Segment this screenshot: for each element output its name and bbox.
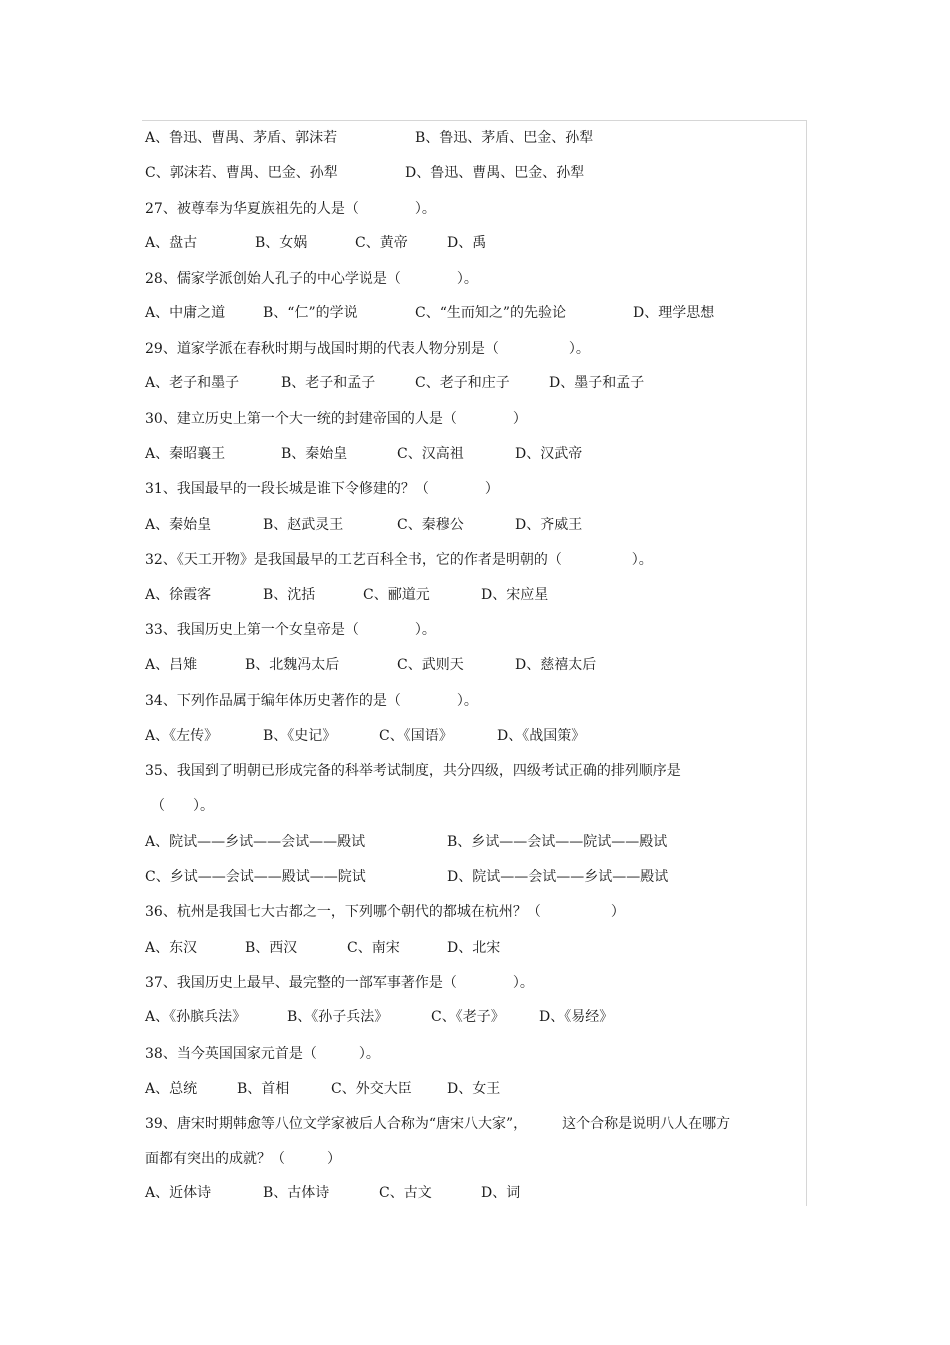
question-line: 27、被尊奉为华夏族祖先的人是（ ）。	[145, 201, 436, 217]
answer-option: C、南宋	[347, 940, 400, 956]
answer-option: D、齐威王	[515, 517, 583, 533]
answer-option: D、墨子和孟子	[549, 375, 645, 391]
answer-option: B、西汉	[245, 940, 298, 956]
answer-option: B、乡试——会试——院试——殿试	[447, 834, 668, 850]
answer-option: D、院试——会试——乡试——殿试	[447, 869, 669, 885]
question-line: 36、杭州是我国七大古都之一，下列哪个朝代的都城在杭州？（ ）	[145, 904, 625, 920]
answer-option: D、鲁迅、曹禺、巴金、孙犁	[405, 165, 585, 181]
answer-option: B、赵武灵王	[263, 517, 344, 533]
answer-option: C、“生而知之”的先验论	[415, 305, 567, 321]
answer-option: A、院试——乡试——会试——殿试	[145, 834, 366, 850]
question-line: 38、当今英国国家元首是（ ）。	[145, 1046, 380, 1062]
question-line: 35、我国到了明朝已形成完备的科举考试制度，共分四级，四级考试正确的排列顺序是	[145, 763, 681, 779]
question-line: 32、《天工开物》是我国最早的工艺百科全书，它的作者是明朝的（ ）。	[145, 552, 653, 568]
question-line: 28、儒家学派创始人孔子的中心学说是（ ）。	[145, 271, 478, 287]
answer-option: D、《战国策》	[497, 728, 586, 744]
answer-option: A、中庸之道	[145, 305, 226, 321]
answer-option: A、近体诗	[145, 1185, 212, 1201]
question-line: 30、建立历史上第一个大一统的封建帝国的人是（ ）	[145, 411, 527, 427]
answer-option: C、郦道元	[363, 587, 430, 603]
answer-option: B、秦始皇	[281, 446, 348, 462]
answer-option: D、北宋	[447, 940, 501, 956]
answer-option: D、宋应星	[481, 587, 549, 603]
answer-option: C、秦穆公	[397, 517, 464, 533]
answer-option: B、“仁”的学说	[263, 305, 358, 321]
question-line: 31、我国最早的一段长城是谁下令修建的？（ ）	[145, 481, 499, 497]
answer-option: C、《国语》	[379, 728, 453, 744]
question-line: 39、唐宋时期韩愈等八位文学家被后人合称为“唐宋八大家”， 这个合称是说明八人在哪方	[145, 1116, 731, 1132]
answer-option: C、老子和庄子	[415, 375, 510, 391]
answer-option: B、《史记》	[263, 728, 337, 744]
answer-option: D、慈禧太后	[515, 657, 597, 673]
answer-option: C、《老子》	[431, 1009, 505, 1025]
answer-option: A、秦始皇	[145, 517, 212, 533]
answer-option: D、汉武帝	[515, 446, 583, 462]
answer-option: A、秦昭襄王	[145, 446, 226, 462]
answer-option: D、《易经》	[539, 1009, 614, 1025]
answer-option: A、徐霞客	[145, 587, 212, 603]
answer-option: B、北魏冯太后	[245, 657, 340, 673]
answer-option: B、《孙子兵法》	[287, 1009, 389, 1025]
question-line: 29、道家学派在春秋时期与战国时期的代表人物分别是（ ）。	[145, 341, 590, 357]
answer-option: A、鲁迅、曹禺、茅盾、郭沫若	[145, 130, 338, 146]
answer-option: C、汉高祖	[397, 446, 464, 462]
answer-option: C、乡试——会试——殿试——院试	[145, 869, 366, 885]
answer-option: C、古文	[379, 1185, 432, 1201]
answer-option: A、总统	[145, 1081, 198, 1097]
answer-option: A、吕雉	[145, 657, 198, 673]
answer-option: D、女王	[447, 1081, 501, 1097]
answer-option: B、沈括	[263, 587, 316, 603]
answer-option: A、老子和墨子	[145, 375, 240, 391]
answer-option: C、外交大臣	[331, 1081, 412, 1097]
answer-option: B、鲁迅、茅盾、巴金、孙犁	[415, 130, 594, 146]
question-line: （ ）。	[151, 798, 214, 814]
answer-option: A、《左传》	[145, 728, 219, 744]
answer-option: A、《孙膑兵法》	[145, 1009, 247, 1025]
answer-option: B、首相	[237, 1081, 290, 1097]
question-line: 37、我国历史上最早、最完整的一部军事著作是（ ）。	[145, 975, 534, 991]
question-line: 面都有突出的成就？（ ）	[145, 1151, 341, 1167]
answer-option: B、古体诗	[263, 1185, 330, 1201]
answer-option: C、郭沫若、曹禺、巴金、孙犁	[145, 165, 338, 181]
answer-option: A、东汉	[145, 940, 198, 956]
answer-option: B、女娲	[255, 235, 308, 251]
question-line: 34、下列作品属于编年体历史著作的是（ ）。	[145, 693, 478, 709]
answer-option: B、老子和孟子	[281, 375, 376, 391]
answer-option: A、盘古	[145, 235, 198, 251]
answer-option: C、黄帝	[355, 235, 408, 251]
answer-option: D、词	[481, 1185, 521, 1201]
answer-option: D、禹	[447, 235, 487, 251]
answer-option: D、理学思想	[633, 305, 715, 321]
question-line: 33、我国历史上第一个女皇帝是（ ）。	[145, 622, 436, 638]
answer-option: C、武则天	[397, 657, 464, 673]
